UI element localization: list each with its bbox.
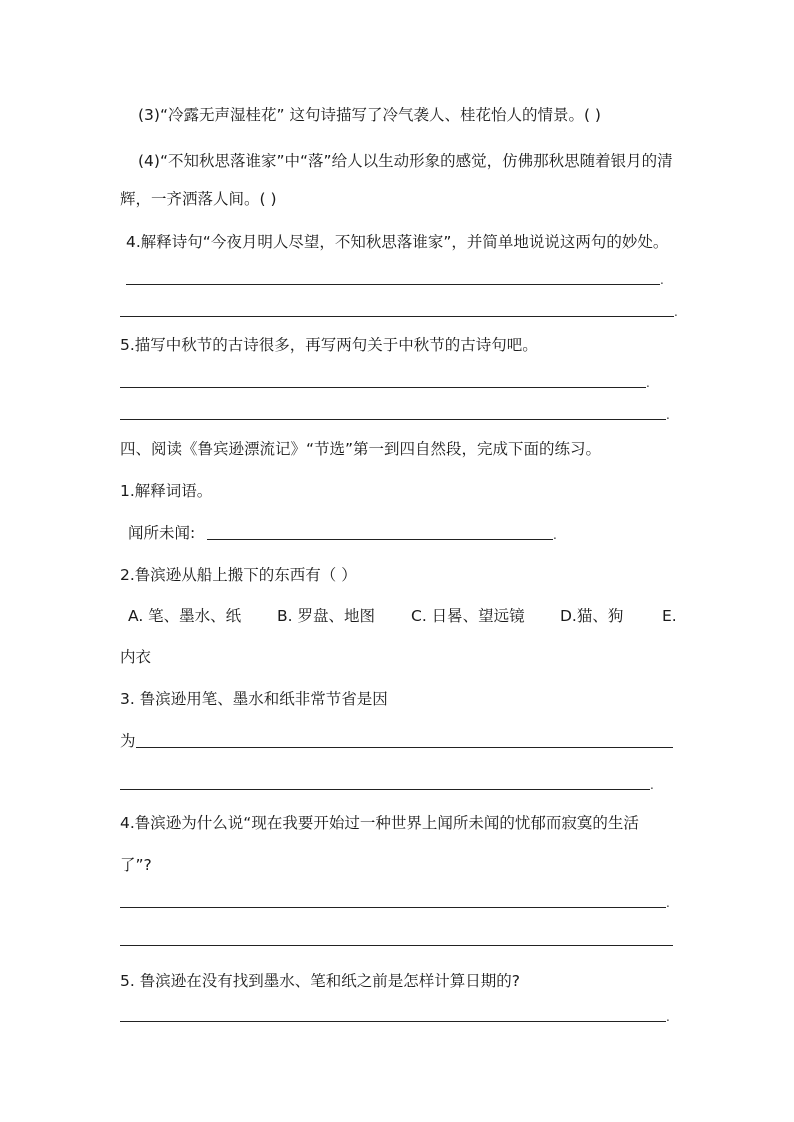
question-3-4-line2: 辉，一齐洒落人间。( )	[120, 190, 277, 208]
line-end-mark: .	[553, 528, 557, 542]
question-4: 4.解释诗句“今夜月明人尽望，不知秋思落谁家”，并简单地说说这两句的妙处。	[126, 233, 669, 251]
question-5: 5.描写中秋节的古诗很多，再写两句关于中秋节的古诗句吧。	[120, 336, 538, 354]
option-c: C. 日晷、望远镜	[411, 607, 525, 625]
section-4-question-4: 4.鲁滨逊为什么说“现在我要开始过一种世界上闻所未闻的忧郁而寂寞的生活	[120, 814, 639, 832]
section-4-question-5: 5. 鲁滨逊在没有找到墨水、笔和纸之前是怎样计算日期的?	[120, 972, 520, 990]
line-end-mark: .	[660, 273, 664, 287]
term-label: 闻所未闻:	[128, 524, 196, 542]
line-end-mark: .	[666, 1010, 670, 1024]
answer-line[interactable]	[120, 419, 666, 420]
answer-line[interactable]	[120, 1021, 666, 1022]
section-4-question-1: 1.解释词语。	[120, 482, 213, 500]
section-4-question-3: 3. 鲁滨逊用笔、墨水和纸非常节省是因	[120, 690, 388, 708]
answer-line[interactable]	[120, 316, 674, 317]
line-end-mark: .	[646, 376, 650, 390]
line-end-mark: .	[674, 305, 678, 319]
option-a: A. 笔、墨水、纸	[128, 607, 242, 625]
section-4-question-4-cont: 了”?	[120, 856, 152, 874]
question-3-4-line1: (4)“不知秋思落谁家”中“落”给人以生动形象的感觉，仿佛那秋思随着银月的清	[138, 152, 673, 170]
answer-line[interactable]	[120, 789, 650, 790]
option-b: B. 罗盘、地图	[277, 607, 375, 625]
line-end-mark: .	[666, 896, 670, 910]
option-d: D.猫、狗	[560, 607, 624, 625]
answer-line[interactable]	[126, 284, 660, 285]
option-e-text: 内衣	[120, 648, 152, 666]
answer-line[interactable]	[207, 539, 553, 540]
line-end-mark: .	[666, 408, 670, 422]
answer-line[interactable]	[120, 387, 646, 388]
section-4-question-2: 2.鲁滨逊从船上搬下的东西有（ ）	[120, 566, 357, 584]
answer-line[interactable]	[136, 747, 673, 748]
section-4-question-3-cont: 为	[120, 732, 136, 750]
option-e: E.	[662, 607, 677, 625]
question-3-3: (3)“冷露无声湿桂花” 这句诗描写了冷气袭人、桂花怡人的情景。( )	[138, 106, 601, 124]
answer-line[interactable]	[120, 907, 666, 908]
section-4-heading: 四、阅读《鲁宾逊漂流记》“节选”第一到四自然段，完成下面的练习。	[120, 440, 602, 458]
line-end-mark: .	[650, 778, 654, 792]
answer-line[interactable]	[120, 945, 673, 946]
